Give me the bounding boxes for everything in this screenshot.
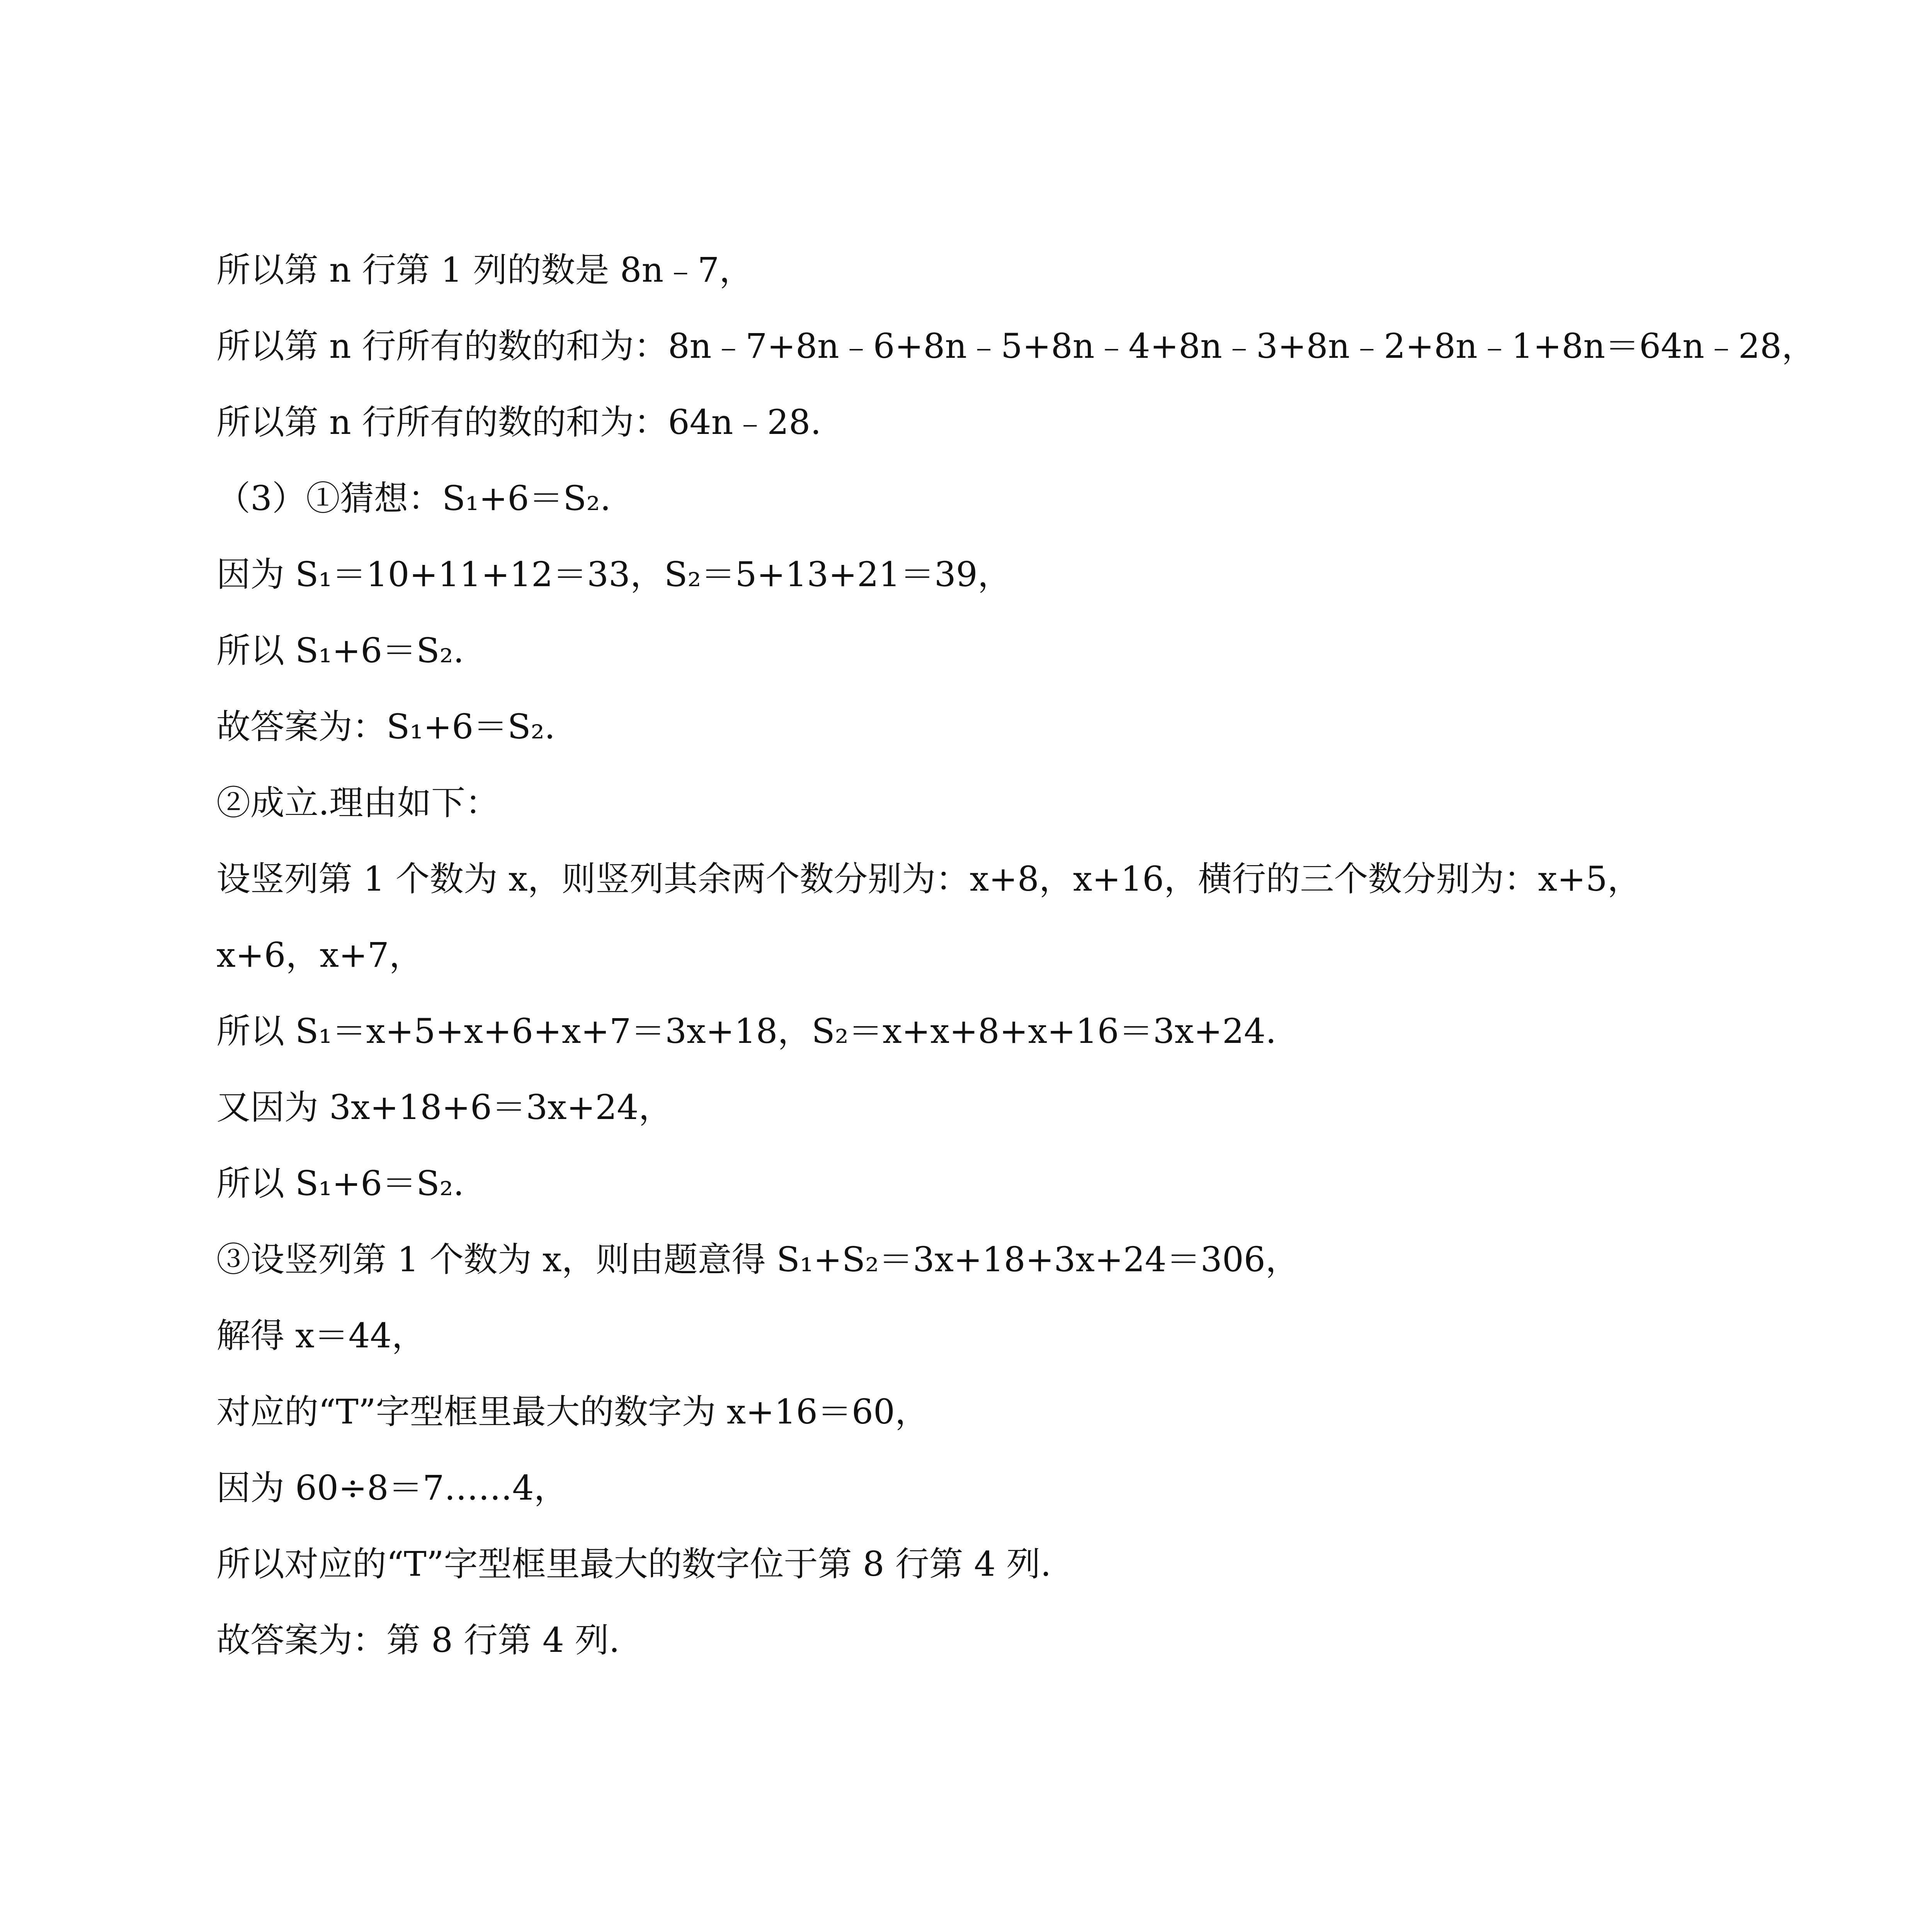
text-line: 所以第 n 行所有的数的和为：8n﹣7+8n﹣6+8n﹣5+8n﹣4+8n﹣3+8n﹣2+8n﹣1+8n＝64n﹣28，: [216, 326, 1816, 366]
text-line: x+6，x+7，: [216, 935, 423, 975]
text-line: 所以对应的“T”字型框里最大的数字位于第 8 行第 4 列.: [216, 1544, 1051, 1584]
text-line: 因为 60÷8＝7……4，: [216, 1468, 568, 1508]
text-line: ③设竖列第 1 个数为 x，则由题意得 S₁+S₂＝3x+18+3x+24＝306，: [216, 1239, 1300, 1279]
text-line: 所以 S₁＝x+5+x+6+x+7＝3x+18，S₂＝x+x+8+x+16＝3x+24.: [216, 1011, 1277, 1051]
text-line: 设竖列第 1 个数为 x，则竖列其余两个数分别为：x+8，x+16，横行的三个数分别为：x+5，: [216, 859, 1641, 899]
text-line: （3）①猜想：S₁+6＝S₂.: [216, 478, 611, 518]
text-line: 故答案为：第 8 行第 4 列.: [216, 1620, 620, 1660]
text-line: ②成立.理由如下：: [216, 782, 499, 823]
text-line: 所以第 n 行所有的数的和为：64n﹣28.: [216, 402, 822, 442]
solution-text: [216, 232, 1816, 1678]
text-line: 所以第 n 行第 1 列的数是 8n﹣7，: [216, 250, 754, 290]
text-line: 对应的“T”字型框里最大的数字为 x+16＝60，: [216, 1391, 929, 1432]
text-line: 因为 S₁＝10+11+12＝33，S₂＝5+13+21＝39，: [216, 554, 1012, 594]
text-line: 所以 S₁+6＝S₂.: [216, 1163, 464, 1203]
text-line: 故答案为：S₁+6＝S₂.: [216, 706, 555, 747]
text-line: 所以 S₁+6＝S₂.: [216, 630, 464, 670]
text-line: 解得 x＝44，: [216, 1315, 426, 1355]
text-line: 又因为 3x+18+6＝3x+24，: [216, 1087, 673, 1127]
